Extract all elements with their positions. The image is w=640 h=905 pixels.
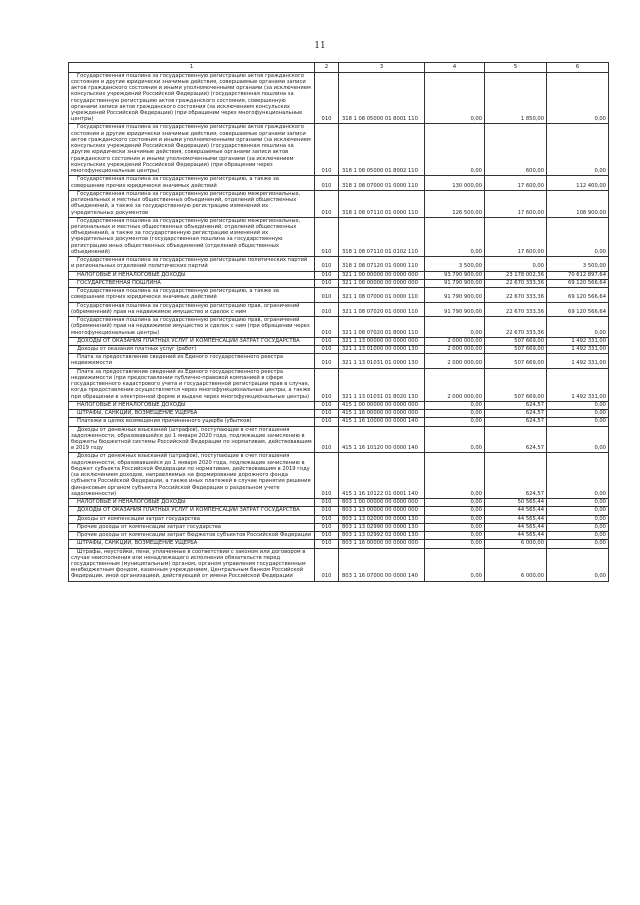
income-classification-code: 318 1 08 07000 01 0000 110	[339, 176, 425, 190]
table-row	[69, 190, 609, 217]
row-code: 010	[315, 418, 339, 426]
income-classification-code: 318 1 08 05000 01 8001 110	[339, 72, 425, 124]
row-name: Государственная пошлина за государственную регистрацию межрегиональных, региональных и местных общественных объединений, отделений общественных объединений, а также за государственную регистрацию изменений их учредительных документов	[69, 190, 315, 217]
row-name: Государственная пошлина за государственную регистрацию актов гражданского состояния и другие юридически значимые действия, совершаемые органами записи актов гражданского состояния и иными уполномоченными органами (за исключением консульских учреждений Российской Федерации) (государственная пошлина за государственную регистрацию актов гражданского состояния, совершенную органами записи актов гражданского состояния (за исключением консульских учреждений Российской Федерации) (при обращении через многофункциональные центры)	[69, 72, 315, 124]
row-code: 010	[315, 515, 339, 523]
row-name: ДОХОДЫ ОТ ОКАЗАНИЯ ПЛАТНЫХ УСЛУГ И КОМПЕНСАЦИИ ЗАТРАТ ГОСУДАРСТВА	[69, 507, 315, 515]
value-column-4: 0,00	[425, 217, 485, 256]
row-code: 010	[315, 354, 339, 368]
value-column-5: 44 565,44	[485, 515, 547, 523]
table-row	[69, 453, 609, 499]
value-column-5: 22 670 333,36	[485, 302, 547, 316]
value-column-5: 624,57	[485, 401, 547, 409]
value-column-4: 0,00	[425, 507, 485, 515]
value-column-4: 0,00	[425, 523, 485, 531]
value-column-4: 0,00	[425, 124, 485, 176]
income-classification-code: 321 1 13 00000 00 0000 000	[339, 337, 425, 345]
value-column-5: 22 670 333,36	[485, 317, 547, 338]
table-body	[69, 63, 609, 582]
value-column-5: 17 600,00	[485, 190, 547, 217]
row-name: Платежи в целях возмещения причиненного ущерба (убытков)	[69, 418, 315, 426]
table-row	[69, 368, 609, 401]
row-name: Государственная пошлина за государственную регистрацию межрегиональных, региональных и местных общественных объединений, отделений общественных объединений, а также за государственную регистрацию изменений их учредительных документов (государственная пошлина за государственную регистрацию иных общественных объединений (отделений общественных объединений)	[69, 217, 315, 256]
income-classification-code: 321 1 08 00000 00 0000 000	[339, 279, 425, 287]
value-column-4: 0,00	[425, 515, 485, 523]
row-code: 010	[315, 72, 339, 124]
row-code: 010	[315, 507, 339, 515]
table-row	[69, 354, 609, 368]
table-row	[69, 426, 609, 453]
value-column-6: 0,00	[547, 426, 609, 453]
value-column-5: 17 600,00	[485, 176, 547, 190]
row-code: 010	[315, 368, 339, 401]
table-row	[69, 302, 609, 316]
row-name: Государственная пошлина за государственную регистрацию прав, ограничений (обременений) прав на недвижимое имущество и сделок с ним	[69, 302, 315, 316]
column-number: 4	[425, 63, 485, 73]
income-classification-code: 321 1 13 01031 01 0000 130	[339, 354, 425, 368]
value-column-4: 0,00	[425, 418, 485, 426]
income-classification-code: 318 1 08 07120 01 0000 110	[339, 257, 425, 271]
value-column-6: 0,00	[547, 401, 609, 409]
value-column-4: 91 790 900,00	[425, 302, 485, 316]
table-row	[69, 401, 609, 409]
income-classification-code: 803 1 00 00000 00 0000 000	[339, 499, 425, 507]
value-column-5: 624,57	[485, 410, 547, 418]
value-column-4: 0,00	[425, 410, 485, 418]
value-column-6: 69 120 566,64	[547, 288, 609, 302]
value-column-6: 0,00	[547, 418, 609, 426]
value-column-4: 91 790 900,00	[425, 279, 485, 287]
value-column-5: 0,00	[485, 257, 547, 271]
value-column-4: 2 000 000,00	[425, 368, 485, 401]
value-column-5: 23 178 002,36	[485, 271, 547, 279]
row-code: 010	[315, 217, 339, 256]
table-row	[69, 515, 609, 523]
value-column-6: 0,00	[547, 548, 609, 581]
income-classification-code: 803 1 13 02990 00 0000 130	[339, 523, 425, 531]
income-classification-code: 321 1 08 07020 01 8000 110	[339, 317, 425, 338]
row-code: 010	[315, 257, 339, 271]
row-code: 010	[315, 410, 339, 418]
income-classification-code: 318 1 08 07110 01 0102 110	[339, 217, 425, 256]
income-classification-code: 321 1 00 00000 00 0000 000	[339, 271, 425, 279]
row-name: ДОХОДЫ ОТ ОКАЗАНИЯ ПЛАТНЫХ УСЛУГ И КОМПЕНСАЦИИ ЗАТРАТ ГОСУДАРСТВА	[69, 337, 315, 345]
value-column-4: 130 000,00	[425, 176, 485, 190]
value-column-6: 0,00	[547, 72, 609, 124]
value-column-5: 507 669,00	[485, 354, 547, 368]
income-classification-code: 321 1 08 07000 01 0000 110	[339, 288, 425, 302]
value-column-6: 0,00	[547, 532, 609, 540]
value-column-6: 0,00	[547, 523, 609, 531]
value-column-6: 108 900,00	[547, 190, 609, 217]
value-column-4: 0,00	[425, 453, 485, 499]
table-row	[69, 540, 609, 548]
table-row	[69, 271, 609, 279]
row-code: 010	[315, 302, 339, 316]
column-number: 1	[69, 63, 315, 73]
value-column-4: 3 500,00	[425, 257, 485, 271]
value-column-6: 112 400,00	[547, 176, 609, 190]
table-row	[69, 410, 609, 418]
table-row	[69, 72, 609, 124]
value-column-4: 2 000 000,00	[425, 337, 485, 345]
income-classification-code: 415 1 16 00000 00 0000 000	[339, 410, 425, 418]
value-column-6: 0,00	[547, 515, 609, 523]
income-classification-code: 803 1 13 02000 00 0000 130	[339, 515, 425, 523]
value-column-5: 507 669,00	[485, 345, 547, 353]
value-column-5: 624,57	[485, 418, 547, 426]
table-row	[69, 124, 609, 176]
value-column-5: 507 669,00	[485, 368, 547, 401]
row-name: ГОСУДАРСТВЕННАЯ ПОШЛИНА	[69, 279, 315, 287]
row-code: 010	[315, 540, 339, 548]
table-row	[69, 532, 609, 540]
row-code: 010	[315, 288, 339, 302]
row-code: 010	[315, 317, 339, 338]
table-row	[69, 345, 609, 353]
row-code: 010	[315, 124, 339, 176]
income-classification-code: 415 1 16 10122 01 0001 140	[339, 453, 425, 499]
value-column-6: 1 492 331,00	[547, 354, 609, 368]
income-classification-code: 318 1 08 05000 01 8002 110	[339, 124, 425, 176]
value-column-4: 126 500,00	[425, 190, 485, 217]
income-classification-code: 321 1 08 07020 01 0000 110	[339, 302, 425, 316]
value-column-5: 600,00	[485, 124, 547, 176]
value-column-5: 50 565,44	[485, 499, 547, 507]
row-code: 010	[315, 499, 339, 507]
row-name: Доходы от компенсации затрат государства	[69, 515, 315, 523]
value-column-6: 3 500,00	[547, 257, 609, 271]
row-code: 010	[315, 523, 339, 531]
row-code: 010	[315, 176, 339, 190]
table-row	[69, 499, 609, 507]
value-column-4: 0,00	[425, 426, 485, 453]
row-name: Штрафы, неустойки, пени, уплаченные в соответствии с законом или договором в случае неисполнения или ненадлежащего исполнения обязательств перед государственным (муниципальным) органом, органом управления государственным внебюджетным фондом, казенным учреждением, Центральным банком Российской Федерации, иной организацией, действующей от имени Российской Федерации	[69, 548, 315, 581]
value-column-5: 44 565,44	[485, 523, 547, 531]
value-column-4: 0,00	[425, 499, 485, 507]
value-column-4: 0,00	[425, 72, 485, 124]
row-name: Плата за предоставление сведений из Единого государственного реестра недвижимости	[69, 354, 315, 368]
row-code: 010	[315, 532, 339, 540]
table-row	[69, 507, 609, 515]
value-column-6: 69 120 566,64	[547, 302, 609, 316]
row-name: НАЛОГОВЫЕ И НЕНАЛОГОВЫЕ ДОХОДЫ	[69, 499, 315, 507]
table-row	[69, 279, 609, 287]
value-column-5: 17 600,00	[485, 217, 547, 256]
value-column-4: 2 000 000,00	[425, 354, 485, 368]
row-name: Государственная пошлина за государственную регистрацию, а также за совершение прочих юридически значимых действий	[69, 176, 315, 190]
value-column-6: 70 612 897,64	[547, 271, 609, 279]
income-classification-code: 803 1 16 00000 00 0000 000	[339, 540, 425, 548]
value-column-4: 0,00	[425, 548, 485, 581]
row-code: 010	[315, 345, 339, 353]
value-column-5: 624,57	[485, 453, 547, 499]
income-classification-code: 415 1 16 10000 00 0000 140	[339, 418, 425, 426]
row-name: Доходы от денежных взысканий (штрафов), поступающие в счет погашения задолженности, образовавшейся до 1 января 2020 года, подлежащие зачислению в бюджет субъекта Российской Федерации по нормативам, действовавшим в 2019 году (за исключением доходов, направляемых на формирование дорожного фонда субъекта Российской Федерации, а также иных платежей в случае принятия решения финансовым органом субъекта Российской Федерации о раздельном учете задолженности)	[69, 453, 315, 499]
value-column-5: 1 850,00	[485, 72, 547, 124]
row-name: Плата за предоставление сведений из Единого государственного реестра недвижимости (при предоставлении публично-правовой компанией в сфере государственного кадастрового учета и государственной регистрации прав в случае, когда предоставление осуществляется через многофункциональные центры, а также при обращении в электронной форме и выдаче через многофункциональные центры)	[69, 368, 315, 401]
value-column-5: 6 000,00	[485, 548, 547, 581]
income-report-table	[68, 62, 609, 582]
row-code: 010	[315, 401, 339, 409]
value-column-5: 22 670 333,36	[485, 279, 547, 287]
value-column-5: 44 565,44	[485, 507, 547, 515]
value-column-5: 6 000,00	[485, 540, 547, 548]
income-classification-code: 415 1 16 10120 00 0000 140	[339, 426, 425, 453]
column-number: 3	[339, 63, 425, 73]
value-column-6: 0,00	[547, 410, 609, 418]
value-column-4: 91 790 900,00	[425, 288, 485, 302]
income-classification-code: 803 1 13 02992 02 0000 130	[339, 532, 425, 540]
row-name: НАЛОГОВЫЕ И НЕНАЛОГОВЫЕ ДОХОДЫ	[69, 401, 315, 409]
value-column-6: 0,00	[547, 124, 609, 176]
row-name: Доходы от денежных взысканий (штрафов), поступающие в счет погашения задолженности, образовавшейся до 1 января 2020 года, подлежащие зачислению в бюджеты бюджетной системы Российской Федерации по нормативам, действовавшим в 2019 году	[69, 426, 315, 453]
value-column-4: 0,00	[425, 317, 485, 338]
table-row	[69, 548, 609, 581]
table-row	[69, 176, 609, 190]
income-classification-code: 803 1 16 07000 00 0000 140	[339, 548, 425, 581]
table-row	[69, 317, 609, 338]
value-column-4: 0,00	[425, 540, 485, 548]
row-code: 010	[315, 271, 339, 279]
row-name: Прочие доходы от компенсации затрат бюджетов субъектов Российской Федерации	[69, 532, 315, 540]
value-column-4: 93 790 900,00	[425, 271, 485, 279]
value-column-6: 0,00	[547, 317, 609, 338]
table-row	[69, 288, 609, 302]
value-column-6: 1 492 331,00	[547, 368, 609, 401]
row-name: ШТРАФЫ, САНКЦИИ, ВОЗМЕЩЕНИЕ УЩЕРБА	[69, 540, 315, 548]
value-column-6: 0,00	[547, 499, 609, 507]
row-name: Государственная пошлина за государственную регистрацию прав, ограничений (обременений) прав на недвижимое имущество и сделок с ним (при обращении через многофункциональные центры)	[69, 317, 315, 338]
row-name: ШТРАФЫ, САНКЦИИ, ВОЗМЕЩЕНИЕ УЩЕРБА	[69, 410, 315, 418]
column-number: 6	[547, 63, 609, 73]
row-name: НАЛОГОВЫЕ И НЕНАЛОГОВЫЕ ДОХОДЫ	[69, 271, 315, 279]
row-name: Государственная пошлина за государственную регистрацию актов гражданского состояния и другие юридически значимые действия, совершаемые органами записи актов гражданского состояния и иными уполномоченными органами (за исключением консульских учреждений Российской Федерации) (государственная пошлина за другие юридически значимые действия, совершаемые органами записи актов гражданского состояния и иными уполномоченными органами (за исключением консульских учреждений Российской Федерации) (при обращении через многофункциональные центры)	[69, 124, 315, 176]
row-code: 010	[315, 453, 339, 499]
value-column-5: 44 565,44	[485, 532, 547, 540]
value-column-6: 0,00	[547, 217, 609, 256]
value-column-6: 0,00	[547, 507, 609, 515]
value-column-4: 0,00	[425, 532, 485, 540]
income-classification-code: 321 1 13 01031 01 8020 130	[339, 368, 425, 401]
table-row	[69, 337, 609, 345]
row-name: Доходы от оказания платных услуг (работ)	[69, 345, 315, 353]
value-column-6: 0,00	[547, 453, 609, 499]
table-row	[69, 257, 609, 271]
column-number: 5	[485, 63, 547, 73]
column-number-row	[69, 63, 609, 73]
row-name: Прочие доходы от компенсации затрат государства	[69, 523, 315, 531]
value-column-6: 1 492 331,00	[547, 345, 609, 353]
value-column-4: 0,00	[425, 401, 485, 409]
income-classification-code: 318 1 08 07110 01 0000 110	[339, 190, 425, 217]
value-column-5: 507 669,00	[485, 337, 547, 345]
table-row	[69, 418, 609, 426]
value-column-6: 69 120 566,64	[547, 279, 609, 287]
row-name: Государственная пошлина за государственную регистрацию, а также за совершение прочих юридически значимых действий	[69, 288, 315, 302]
value-column-5: 22 670 333,36	[485, 288, 547, 302]
value-column-6: 1 492 331,00	[547, 337, 609, 345]
income-classification-code: 803 1 13 00000 00 0000 000	[339, 507, 425, 515]
row-name: Государственная пошлина за государственную регистрацию политических партий и региональных отделений политических партий	[69, 257, 315, 271]
row-code: 010	[315, 426, 339, 453]
page-number: 11	[314, 41, 326, 51]
income-classification-code: 321 1 13 01000 00 0000 130	[339, 345, 425, 353]
column-number: 2	[315, 63, 339, 73]
row-code: 010	[315, 279, 339, 287]
row-code: 010	[315, 190, 339, 217]
income-classification-code: 415 1 00 00000 00 0000 000	[339, 401, 425, 409]
value-column-4: 2 000 000,00	[425, 345, 485, 353]
row-code: 010	[315, 337, 339, 345]
value-column-6: 0,00	[547, 540, 609, 548]
value-column-5: 624,57	[485, 426, 547, 453]
table-row	[69, 523, 609, 531]
table-row	[69, 217, 609, 256]
row-code: 010	[315, 548, 339, 581]
